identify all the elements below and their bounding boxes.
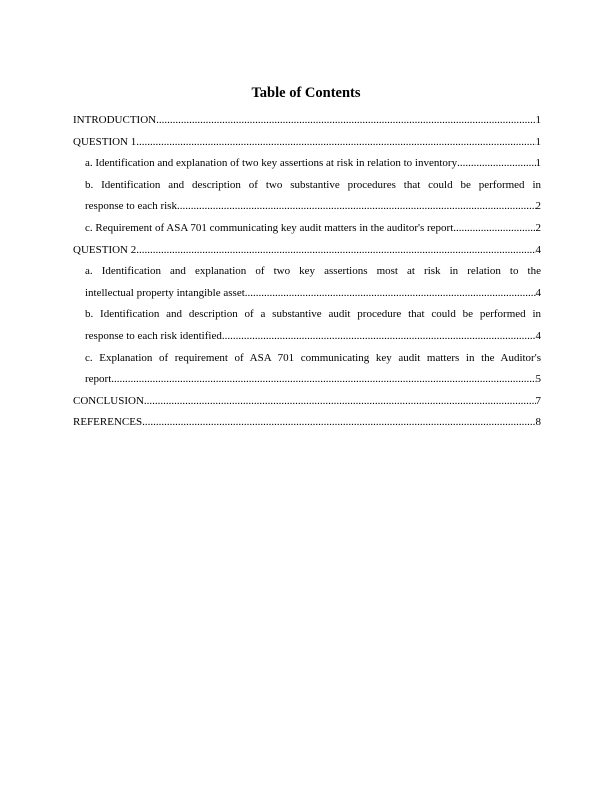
toc-page-number: 5: [535, 373, 541, 386]
toc-entry-q2-a-line2[interactable]: [73, 283, 541, 305]
table-of-contents: [73, 110, 541, 434]
dot-leader: [177, 196, 536, 218]
toc-entry-text: intellectual property intangible asset: [85, 286, 245, 299]
toc-entry-text: REFERENCES: [73, 416, 143, 429]
toc-entry-conclusion[interactable]: [73, 391, 541, 413]
toc-entry-q2-b-line2[interactable]: [73, 326, 541, 348]
toc-entry-text: QUESTION 2: [73, 243, 137, 256]
toc-entry-question-2[interactable]: [73, 240, 541, 262]
toc-page-number: 1: [535, 157, 541, 170]
dot-leader: [142, 412, 535, 434]
toc-entry-text: INTRODUCTION: [73, 114, 157, 126]
dot-leader: [156, 110, 535, 132]
toc-entry-q1-b-line2[interactable]: [73, 196, 541, 218]
toc-entry-text: response to each risk: [85, 200, 177, 213]
toc-entry-q1-a[interactable]: [73, 153, 541, 175]
toc-page-number: 4: [535, 329, 541, 342]
dot-leader: [222, 326, 536, 348]
toc-entry-q1-b-line1[interactable]: b. Identification and description of two substantive procedures that could be performed in: [85, 178, 541, 191]
toc-entry-text: response to each risk identified: [85, 329, 222, 342]
toc-page-number: 2: [535, 221, 541, 234]
toc-entry-text: CONCLUSION: [73, 394, 144, 407]
toc-entry-q1-c[interactable]: [73, 218, 541, 240]
toc-title: Table of Contents: [251, 85, 361, 101]
toc-entry-text: report: [85, 373, 112, 386]
dot-leader: [245, 283, 536, 305]
toc-entry-question-1[interactable]: [73, 132, 541, 154]
toc-page-number: 8: [535, 416, 541, 429]
toc-page-number: 1: [535, 114, 541, 126]
toc-entry-q2-c-line1[interactable]: c. Explanation of requirement of ASA 701 communicating key audit matters in the Auditor's: [85, 351, 541, 364]
toc-page-number: 4: [535, 286, 541, 299]
dot-leader: [136, 240, 535, 262]
toc-entry-q2-b-line1[interactable]: b. Identification and description of a substantive audit procedure that could be performed in: [85, 308, 541, 321]
dot-leader: [144, 391, 536, 413]
toc-entry-text: QUESTION 1: [73, 135, 137, 148]
toc-page-number: 4: [535, 243, 541, 256]
toc-entry-q2-c-line2[interactable]: [73, 369, 541, 391]
toc-page-number: 7: [535, 394, 541, 407]
toc-page-number: 2: [535, 200, 541, 213]
toc-entry-references[interactable]: [73, 412, 541, 434]
toc-page-number: 1: [535, 135, 541, 148]
toc-entry-introduction[interactable]: [73, 110, 541, 132]
toc-entry-q2-a-line1[interactable]: a. Identification and explanation of two key assertions most at risk in relation to the: [85, 265, 541, 278]
toc-entry-text: a. Identification and explanation of two key assertions at risk in relation to inventory: [85, 157, 458, 170]
toc-entry-text: c. Requirement of ASA 701 communicating key audit matters in the auditor's report: [85, 221, 454, 234]
dot-leader: [453, 218, 535, 240]
dot-leader: [136, 132, 535, 154]
dot-leader: [457, 153, 535, 175]
dot-leader: [111, 369, 535, 391]
